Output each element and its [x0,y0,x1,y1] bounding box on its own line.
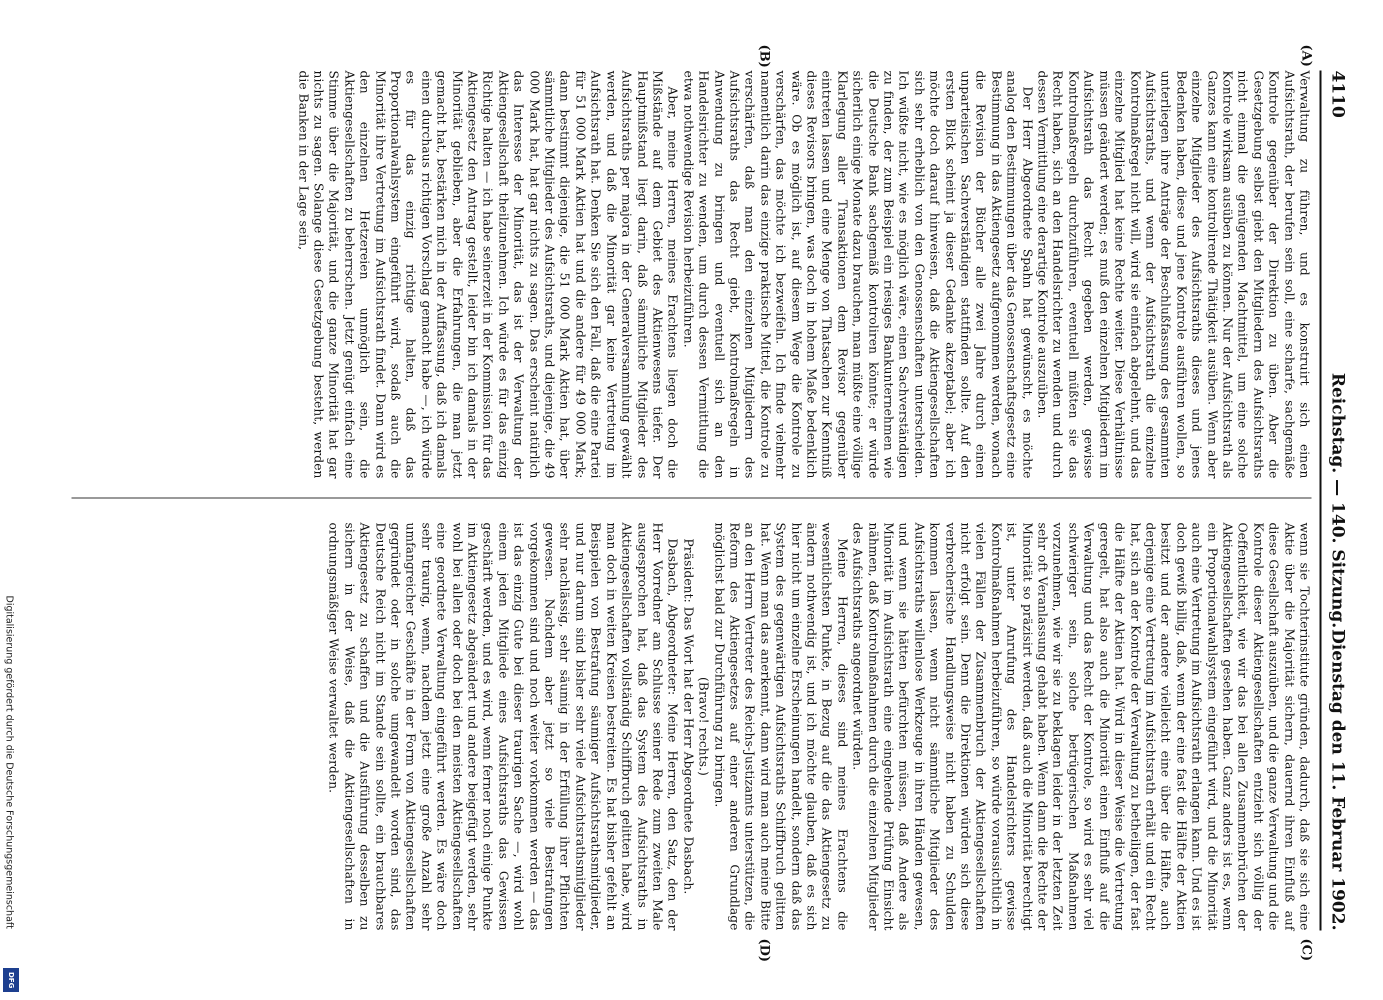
paragraph: Aber, meine Herren, meines Erachtens liegen doch die Mißstände auf dem Gebiet des Aktienwesens tiefer. Der Hauptmißstand liegt darin, daß sämmtliche Mitglieder des Aufsichtsraths per majora in der Generalversammlung gewählt werden, und daß die Minorität gar keine Vertretung im Aufsichtsrath hat. Denken Sie sich den Fall, daß die eine Partei für 51 000 Mark Aktien hat und die andere für 49 000 Mark; dann bestimmt diejenige, die 51 000 Mark Aktien hat, über sämmtliche Mitglieder des Aufsichtsraths, und diejenige, die 49 000 Mark hat, hat gar nichts zu sagen. Das erscheint natürlich das Interesse der Minorität, das ist der Verwaltung der Aktiengesellschaft theilzunehmen. Ich würde es für das einzig Richtige halten — ich habe seinerzeit in der Kommission für das Aktiengesetz den Antrag gestellt, leider bin ich damals in der Minorität geblieben, aber die Erfahrungen, die man jetzt gemacht hat, bestärken mich in der Auffassung, daß ich damals einen durchaus richtigen Vorschlag gemacht habe —, ich würde es für das einzig richtige halten, daß das Proportionalwahlsystem eingeführt wird, sodaß auch die Minorität ihre Vertretung im Aufsichtsrath findet. Dann wird es den einzelnen Hetzereien unmöglich sein, die Aktiengesellschaften zu beherrschen. Jetzt genügt einfach eine Stimme über die Majorität, und die ganze Minorität hat gar nichts zu sagen. Solange diese Gesetzgebung besteht, werden die Banken in der Lage sein, [295,70,680,478]
margin-marker-a: (A) [1298,44,1313,67]
session-title: Reichstag. — 140. Sitzung. [1327,372,1347,628]
left-column [294,70,1311,478]
page-number: 4110 [1327,70,1347,118]
right-column [325,522,1311,930]
applause-note: (Bravo! rechts.) [696,676,711,776]
paragraph: Der Herr Abgeordnete Spahn hat gewünscht, es möchte analog den Bestimmungen über das Genossenschaftsgesetz eine Bestimmung in das Aktiengesetz aufgenommen werden, wonach die Revision der Bücher alle zwei Jahre durch einen unparteiischen Sachverständigen stattfinden sollte. Auf den ersten Blick scheint ja dieser Gedanke akzeptabel; aber ich möchte doch darauf hinweisen, daß die Aktiengesellschaften sich sehr erheblich von den Genossenschaften unterscheiden. Ich wüßte nicht, wie es möglich wäre, einen Sachverständigen zu finden, der zum Beispiel ein riesiges Bankunternehmen wie die Deutsche Bank sachgemäß kontroliren könnte; er würde sicherlich einige Monate dazu brauchen, man müßte eine völlige Klarlegung aller Transaktionen dem Revisor gegenüber eintreten lassen und eine Menge von Thatsachen zur Kenntniß dieses Revisors bringen, was doch in hohem Maße bedenklich wäre. Ob es möglich ist, auf diesem Wege die Kontrole zu verschärfen, das möchte ich bezweifeln. Ich finde vielmehr namentlich darin das einzige praktische Mittel, die Kontrole zu verschärfen, daß man den einzelnen Mitgliedern des Aufsichtsraths das Recht giebt, Kontrolmaßregeln in Anwendung zu bringen und eventuell sich an den Handelsrichter zu wenden, um durch dessen Vermittlung die etwa nothwendige Revision herbeizuführen. [680,70,1034,478]
paragraph: Meine Herren, dieses sind meines Erachtens die wesentlichsten Punkte, in Bezug auf die das Aktiengesetz zu ändern nothwendig ist, und ich möchte glauben, daß es sich hier nicht um einzelne Erscheinungen handelt, sondern daß das System des gegenwärtigen Aufsichtsraths Schiffbruch gelitten hat. Wenn man das anerkennt, dann wird man auch meine Bitte an den Herrn Vertreter des Reichs-Justizamts unterstützen, die Reform des Aktiengesetzes auf einer anderen Grundlage möglichst bald zur Durchführung zu bringen. [711,522,849,930]
credit-text: Digitalisierung gefördert durch die Deutsche Forschungsgemeinschaft [3,595,15,929]
margin-marker-d: (D) [756,938,771,962]
header-rule [1319,70,1321,930]
page-header [1321,70,1347,930]
column-divider [71,497,1311,498]
session-date: Dienstag den 11. Februar 1902. [1327,628,1347,930]
margin-marker-b: (B) [756,44,771,68]
paragraph: Dasbach, Abgeordneter: Meine Herren, den Satz, den der Herr Vorredner am Schlusse seiner Rede zum zweiten Male ausgesprochen hat, daß das System des Aufsichtsraths in Aktiengesellschaften vollständig Schiffbruch gelitten habe, wird man doch in weiten Kreisen bestreiten. Es hat bisher gefehlt an Beispielen von Bestrafung säumiger Aufsichtsrathsmitglieder, und nur darum sind bisher sehr viele Aufsichtsrathsmitglieder sehr nachlässig, sehr säumig in der Erfüllung ihrer Pflichten gewesen. Nachdem aber jetzt so viele Bestrafungen vorgekommen sind und noch weiter vorkommen werden — das ist das einzig Gute bei dieser traurigen Sache —, wird wohl einem jeden Mitgliede eines Aufsichtsraths das Gewissen geschärft werden, und es wird, wenn ferner noch einige Punkte im Aktiengesetz abgeändert und andere beigefügt werden, sehr wohl bei allen oder doch bei den meisten Aktiengesellschaften eine geordnete Verwaltung eingeführt werden. Es wäre doch sehr traurig, wenn, nachdem jetzt eine große Anzahl sehr umfangreicher Geschäfte in der Form von Aktiengesellschaften gegründet oder in solche umgewandelt worden sind, das Deutsche Reich nicht im Stande sein sollte, ein brauchbares Aktiengesetz zu schaffen und die Ausführung desselben zu sichern in der Weise, daß die Aktiengesellschaften in ordnungsmäßiger Weise verwaltet werden. [326,522,680,930]
paragraph: wenn sie Tochterinstitute gründen, dadurch, daß sie sich eine Aktie über die Majorität sichern, dauernd ihren Einfluß auf diese Gesellschaft auszuüben, und die ganze Verwaltung und die Kontrole dieser Aktiengesellschaften entzieht sich völlig der Oeffentlichkeit, wie wir das bei allen Zusammenbrüchen der Aktiengesellschaften gesehen haben. Ganz anders ist es, wenn ein Proportionalwahlsystem eingeführt wird, und die Minorität auch eine Vertretung im Aufsichtsrath erlangen kann. Und es ist doch gewiß billig, daß, wenn der eine fast die Hälfte der Aktien besitzt und der andere vielleicht eine über die Hälfte, auch derjenige eine Vertretung im Aufsichtsrath erhält und ein Recht hat, sich an der Kontrole der Verwaltung zu betheiligen, der fast die Hälfte der Aktien hat. Wird in dieser Weise die Vertretung geregelt, hat also auch die Minorität einen Einfluß auf die Verwaltung und das Recht der Kontrole, so wird es sehr viel schwieriger sein, solche betrügerischen Maßnahmen vorzunehmen, wie wir sie zu beklagen leider in der letzten Zeit sehr oft Veranlassung gehabt haben. Wenn dann die Rechte der Minorität so präzisirt werden, daß auch die Minorität berechtigt ist, unter Anrufung des Handelsrichters gewisse Kontrolmaßnahmen herbeizuführen, so würde voraussichtlich in vielen Fällen der Zusammenbruch der Aktiengesellschaften nicht erfolgt sein. Denn die Direktionen würden sich diese verbrecherische Handlungsweise nicht haben zu Schulden kommen lassen, wenn nicht sämmtliche Mitglieder des Aufsichtsraths willenlose Werkzeuge in ihren Händen gewesen, und wenn sie hätten befürchten müssen, daß Andere als Minorität im Aufsichtsrath eine eingehende Prüfung Einsicht nähmen, daß Kontrolmaßnahmen durch die einzelnen Mitglieder des Aufsichtsraths angeordnet würden. [850,522,1311,930]
president-line: Präsident: Das Wort hat der Herr Abgeordnete Dasbach. [680,538,695,894]
paragraph: Verwaltung zu führen, und es konstruirt sich einen Aufsichtsrath, der berufen sein soll, eine scharfe, sachgemäße Kontrole gegenüber der Direktion zu üben. Aber die Gesetzgebung selbst giebt den Mitgliedern des Aufsichtsraths nicht einmal die genügenden Machtmittel, um eine solche Kontrole wirksam ausüben zu können. Nur der Aufsichtsrath als Ganzes kann eine kontrolirende Thätigkeit ausüben. Wenn aber einzelne Mitglieder des Aufsichtsraths dieses und jenes Bedenken haben, diese und jene Kontrole ausführen wollen, so unterliegen ihre Anträge der Beschlußfassung des gesammten Aufsichtsraths, und wenn der Aufsichtsrath die einzelne Kontrolmaßregel nicht will, wird sie einfach abgelehnt, und das einzelne Mitglied hat keine Rechte weiter. Diese Verhältnisse müssen geändert werden; es muß den einzelnen Mitgliedern im Aufsichtsrath das Recht gegeben werden, gewisse Kontrolmaßregeln durchzuführen, eventuell müßten sie das Recht haben, sich an den Handelsrichter zu wenden und durch dessen Vermittlung eine derartige Kontrole auszuüben. [1035,70,1311,478]
margin-marker-c: (C) [1298,938,1313,961]
digitization-credit [3,595,20,990]
dfg-logo: DFG [3,968,19,992]
